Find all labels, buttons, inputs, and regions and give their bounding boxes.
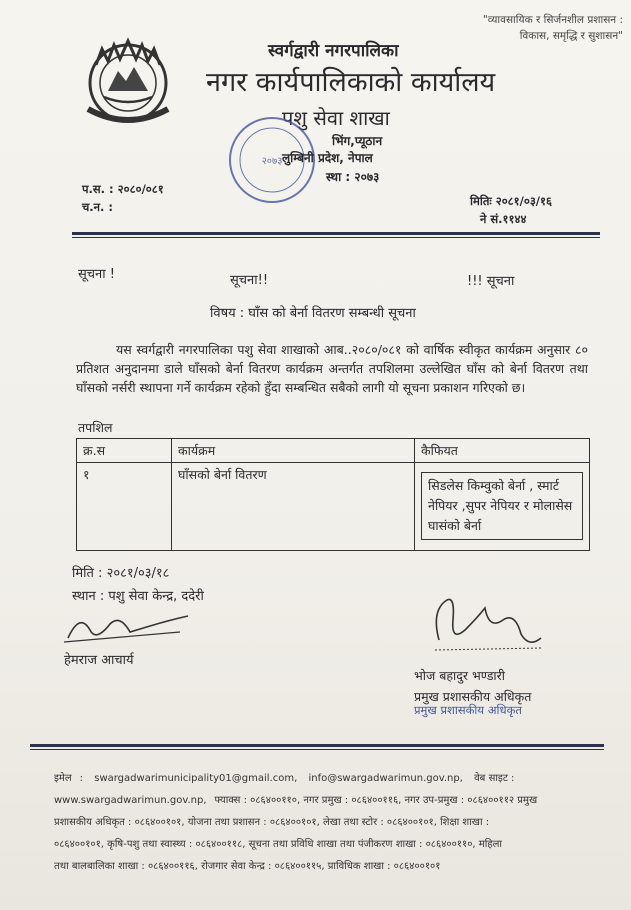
footer-divider xyxy=(30,744,604,747)
footer-line-2 xyxy=(54,790,614,812)
address-line-1: भिंग,प्यूठान xyxy=(332,134,383,148)
table-header-row xyxy=(77,439,590,463)
signature-left xyxy=(60,602,200,652)
register-number: ने सं.११४४ xyxy=(480,212,527,226)
table-row xyxy=(77,463,590,551)
footer-email-label: इमेल xyxy=(54,773,72,784)
notice-label-2: सूचना!! xyxy=(230,273,269,288)
footer-website: www.swargadwarimun.gov.np, xyxy=(54,795,207,806)
footer-divider-thin xyxy=(30,749,604,750)
tapsil-heading: तपशिल xyxy=(78,420,113,435)
table-cell-remarks xyxy=(415,463,590,551)
footer-phones-1: फ्याक्स : ०८६४००११०, नगर प्रमुख : ०८६४००११६, नगर उप-प्रमुख : ०८६४००११२ प्रमुख xyxy=(214,795,538,806)
slogan-line-1: "व्यावसायिक र सिर्जनशील प्रशासन : xyxy=(482,14,623,26)
address-line-2: लुम्बिनी प्रदेश, नेपाल xyxy=(282,151,373,165)
footer-email-1: swargadwarimunicipality01@gmail.com, xyxy=(94,773,298,784)
branch-name: पशु सेवा शाखा xyxy=(282,106,390,130)
table-header-program: कार्यक्रम xyxy=(172,439,415,463)
issue-date: मिति : २०८१/०३/१८ xyxy=(72,566,170,581)
footer-email-line: इमेल : swargadwarimunicipality01@gmail.com, info@swargadwarimun.gov.np, वेब साइट : xyxy=(54,773,515,784)
footer-contacts xyxy=(54,768,614,878)
notice-label-1: सूचना ! xyxy=(78,267,115,282)
slogan xyxy=(483,12,623,44)
footer-line-5: तथा बालबालिका शाखा : ०८६४००११६, रोजगार सेवा केन्द्र : ०८६४००११५, प्राविधिक शाखा : ०८६४००१०१ xyxy=(54,861,441,872)
table-cell-sn: १ xyxy=(77,463,172,551)
municipality-name: स्वर्गद्वारी नगरपालिका xyxy=(268,41,399,61)
signatory-right-designation: प्रमुख प्रशासकीय अधिकृत xyxy=(414,689,532,704)
header-divider-thin xyxy=(72,237,600,238)
footer-web-label: वेब साइट : xyxy=(474,773,515,784)
stamp-year: २०७३ xyxy=(261,156,283,167)
footer-line-4: ०८६४००१०१, कृषि-पशु तथा स्वास्थ्य : ०८६४००११८, सूचना तथा प्रविधि शाखा तथा पंजीकरण शाखा : ०८६४००११०, महिला xyxy=(54,839,503,850)
signatory-left-name: हेमराज आचार्य xyxy=(64,653,134,668)
notice-subject: विषय : घाँस को बेर्ना वितरण सम्बन्धी सूचना xyxy=(210,306,416,321)
signatory-right-name: भोज बहादुर भण्डारी xyxy=(414,668,506,683)
municipality-emblem-logo xyxy=(78,35,178,127)
patra-sankhya: प.स. : २०८०/०८१ xyxy=(82,182,164,196)
table-header-remarks: कैफियत xyxy=(415,439,590,463)
footer-email-2: info@swargadwarimun.gov.np, xyxy=(308,773,463,784)
address-line-3: स्था : २०७३ xyxy=(326,170,380,184)
notice-label-3: !!! सूचना xyxy=(467,274,515,289)
office-name: नगर कार्यपालिकाको कार्यालय xyxy=(206,67,496,98)
letter-date: मितिः २०८१/०३/१६ xyxy=(470,194,552,208)
designation-stamp: प्रमुख प्रशासकीय अधिकृत xyxy=(414,703,522,717)
table-cell-program: घाँसको बेर्ना वितरण xyxy=(172,463,415,551)
header-divider xyxy=(72,232,600,235)
table-header-sn: क्र.स xyxy=(77,439,172,463)
issue-place: स्थान : पशु सेवा केन्द्र, ददेरी xyxy=(72,589,204,604)
slogan-line-2: विकास, समृद्धि र सुशासन" xyxy=(519,30,623,42)
signature-right xyxy=(425,590,545,660)
notice-body-text: यस स्वर्गद्वारी नगरपालिका पशु सेवा शाखाको आब..२०८०/०८१ को वार्षिक स्वीकृत कार्यक्रम अनुसार ८० प्रतिशत अनुदानमा डाले घाँसको बेर्ना वितरण कार्यक्रम अन्तर्गत तपशिलमा उल्लेखित घाँस को बेर्ना वितरण तथा घाँसको नर्सरी स्थापना गर्ने कार्यक्रम रहेको हुँदा सम्बन्धित सबैको लागी यो सूचना प्रकाशन गरिएको छ। xyxy=(76,342,588,395)
chalani-number: च.न. : xyxy=(82,200,114,214)
notice-body xyxy=(76,340,588,397)
remarks-box: सिडलेस किम्वुको बेर्ना , स्मार्ट नेपियर ,सुपर नेपियर र मोलासेस घासंको बेर्ना xyxy=(421,472,583,540)
program-table xyxy=(76,438,590,551)
footer-line-3: प्रशासकीय अधिकृत : ०८६४००१०१, योजना तथा प्रशासन : ०८६४००१०१, लेखा तथा स्टोर : ०८६४००१०१, शिक्षा शाखा : xyxy=(54,817,490,828)
